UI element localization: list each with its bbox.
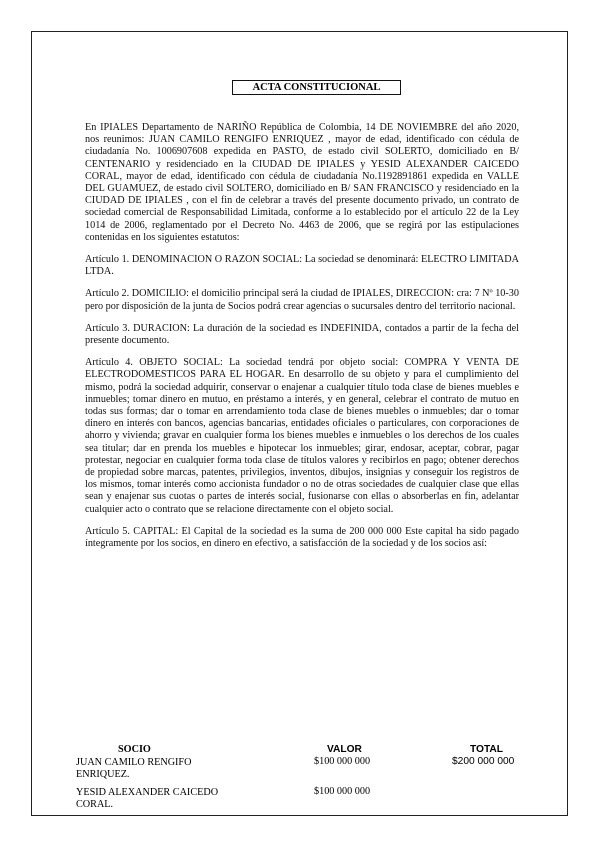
total-value: $200 000 000	[452, 756, 515, 767]
valor-header: VALOR	[327, 744, 362, 755]
total-column	[452, 744, 542, 768]
document-body	[85, 122, 519, 560]
socio-row-1: JUAN CAMILO RENGIFO ENRIQUEZ.	[76, 757, 192, 780]
valor-row-2: $100 000 000	[314, 786, 371, 797]
valor-row-1: $100 000 000	[314, 756, 371, 767]
socio-column	[76, 744, 246, 811]
article-5: Artículo 5. CAPITAL: El Capital de la sociedad es la suma de 200 000 000 Este capital ha sido pagado íntegramente por los socios, en dinero en efectivo, a satisfacción de la sociedad y de los socios así:	[85, 525, 519, 550]
socio-row-2: YESID ALEXANDER CAICEDO CORAL.	[76, 787, 219, 810]
total-header: TOTAL	[470, 744, 504, 755]
article-1: Artículo 1. DENOMINACION O RAZON SOCIAL: La sociedad se denominará: ELECTRO LIMITADA LTDA.	[85, 254, 519, 278]
article-4: Artículo 4. OBJETO SOCIAL: La sociedad tendrá por objeto social: COMPRA Y VENTA DE ELECTRODOMESTICOS PARA EL HOGAR. En desarrollo de su objeto y para el cumplimiento del mismo, podrá la sociedad adquirir, conservar o enajenar a cualquier título toda clase de bienes muebles e inmuebles; tomar dinero en mutuo, en préstamo a interés, y en general, celebrar el contrato de mutuo en todas sus formas; dar o tomar en arrendamiento toda clase de bienes muebles o inmuebles; dar o tomar dinero en interés con bancos, agencias bancarias, entidades oficiales o particulares, con corporaciones de ahorro y vivienda; gravar en cualquier forma los bienes muebles e inmuebles o los derechos de los cuales sea titular; dar en prenda los muebles e hipotecar los inmuebles; girar, endosar, aceptar, cobrar, pagar protestar, negociar en cualquier forma toda clase de títulos valores y recibirlos en pago; obtener derechos de propiedad sobre marcas, patentes, privilegios, inventos, dibujos, insignias y conseguir los registros de los mismos, tomar interés como accionista fundador o no de otras sociedades de cualquier clase que ellas sean y enajenar sus cuotas o partes de interés social, fusionarse con ellas o absorberlas en fin, adelantar cualquier acto o contrato que se relacione directamente con el objeto social.	[85, 357, 519, 515]
article-2: Artículo 2. DOMICILIO: el domicilio principal será la ciudad de IPIALES, DIRECCION: cra: 7 Nº 10-30 pero por disposición de la junta de Socios podrá crear agencias o sucursales dentro del territorio nacional.	[85, 288, 519, 312]
intro-paragraph: En IPIALES Departamento de NARIÑO República de Colombia, 14 DE NOVIEMBRE del año 2020, nos reunimos: JUAN CAMILO RENGIFO ENRIQUEZ , mayor de edad, identificado con cédula de ciudadanía No. 1006907608 expedida en PASTO, de estado civil SOLERTO, domiciliado en B/ CENTENARIO y residenciado en la CIUDAD DE IPIALES y YESID ALEXANDER CAICEDO CORAL, mayor de edad, identificado con cédula de ciudadanía No.1192891861 expedida en VALLE DEL GUAMUEZ, de estado civil SOLTERO, domiciliado en B/ SAN FRANCISCO y residenciado en la CIUDAD DE IPIALES , con el fin de celebrar a través del presente documento privado, un contrato de sociedad comercial de Responsabilidad Limitada, conforme a lo establecido por el artículo 22 de la Ley 1014 de 2006, reglamentado por el Decreto No. 4463 de 2006, que se regirá por las estipulaciones contenidas en los siguientes estatutos:	[85, 122, 519, 243]
document-title: ACTA CONSTITUCIONAL	[232, 80, 401, 95]
socio-header: SOCIO	[118, 744, 151, 755]
article-3: Artículo 3. DURACION: La duración de la sociedad es INDEFINIDA, contados a partir de la fecha del presente documento.	[85, 322, 519, 347]
valor-column	[314, 744, 404, 798]
